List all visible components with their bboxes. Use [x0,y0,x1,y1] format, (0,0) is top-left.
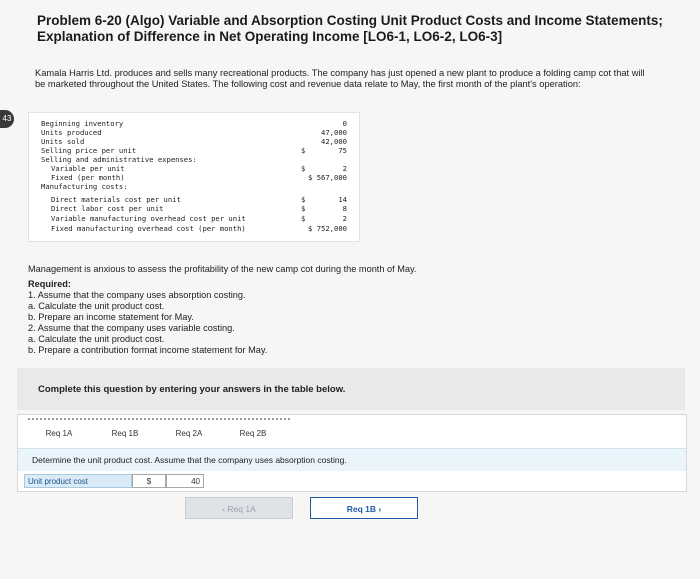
data-row-label: Manufacturing costs: [41,182,128,191]
data-row [29,224,359,233]
data-row-value: 8 [342,204,347,213]
data-row-currency: $ [301,164,306,173]
data-row-value: 2 [342,214,347,223]
data-row [29,173,359,182]
data-row-label: Units sold [41,137,85,146]
data-row-value: $ 567,000 [308,173,347,182]
chevron-left-icon: ‹ [222,504,226,514]
answer-panel [17,414,687,492]
data-row-label: Variable per unit [51,164,125,173]
tab-req-1b[interactable]: Req 1B [94,420,156,448]
data-row-value: 0 [342,119,347,128]
data-row [29,146,359,155]
data-row-value: 14 [338,195,347,204]
data-row [29,164,359,173]
required-section [28,279,628,356]
requirement-tabs [28,418,290,450]
problem-title: Problem 6-20 (Algo) Variable and Absorption Costing Unit Product Costs and Income Statements; Explanation of Difference in Net Operating Income [LO6-1, LO6-2, LO6-3] [37,13,663,44]
answer-label: Unit product cost [24,474,132,488]
data-row-value: 75 [338,146,347,155]
chevron-right-icon: › [378,504,382,514]
data-row-label: Fixed (per month) [51,173,125,182]
page-number-tab: 43 [0,110,14,128]
data-row [29,119,359,128]
required-item: b. Prepare a contribution format income statement for May. [28,345,268,355]
data-row [29,204,359,213]
data-row-label: Selling price per unit [41,146,137,155]
next-req-label: Req 1B [346,504,377,514]
tab-req-2b[interactable]: Req 2B [222,420,284,448]
data-row-label: Selling and administrative expenses: [41,155,197,164]
tab-req-1a[interactable]: Req 1A [28,420,90,448]
cost-data-table [28,112,360,242]
data-row [29,195,359,204]
required-item: 2. Assume that the company uses variable costing. [28,323,235,333]
required-item: a. Calculate the unit product cost. [28,301,165,311]
required-item: 1. Assume that the company uses absorption costing. [28,290,246,300]
unit-product-cost-input[interactable] [166,474,204,488]
next-req-button[interactable] [310,497,418,519]
question-bar [18,448,686,471]
data-row-label: Direct materials cost per unit [51,195,181,204]
data-row [29,182,359,191]
data-row-currency: $ [301,214,306,223]
data-row-value: 42,000 [321,137,347,146]
data-row-value: $ 752,000 [308,224,347,233]
data-row-currency: $ [301,195,306,204]
data-row-currency: $ [301,204,306,213]
data-row [29,214,359,223]
data-row-value: 47,000 [321,128,347,137]
data-row [29,155,359,164]
task-banner-text: Complete this question by entering your answers in the table below. [38,384,346,395]
data-row-label: Beginning inventory [41,119,124,128]
required-item: b. Prepare an income statement for May. [28,312,194,322]
task-banner [17,368,685,410]
data-row-value: 2 [342,164,347,173]
data-row-label: Direct labor cost per unit [51,204,164,213]
data-row [29,128,359,137]
data-row-label: Variable manufacturing overhead cost per unit [51,214,246,223]
required-item: a. Calculate the unit product cost. [28,334,165,344]
tab-req-2a[interactable]: Req 2A [158,420,220,448]
prev-req-label: Req 1A [227,504,256,514]
data-row-label: Units produced [41,128,102,137]
problem-intro: Kamala Harris Ltd. produces and sells many recreational products. The company has just opened a new plant to produce a folding camp cot that will be marketed throughout the United States. The following cost and revenue data relate to May, the first month of the plant's operation: [35,68,645,89]
data-row-label: Fixed manufacturing overhead cost (per month) [51,224,246,233]
data-row-currency: $ [301,146,306,155]
question-text: Determine the unit product cost. Assume that the company uses absorption costing. [32,455,347,465]
prev-req-button[interactable] [185,497,293,519]
data-row [29,137,359,146]
management-note: Management is anxious to assess the profitability of the new camp cot during the month of May. [28,264,417,274]
required-heading: Required: [28,279,71,289]
answer-currency: $ [132,474,166,488]
